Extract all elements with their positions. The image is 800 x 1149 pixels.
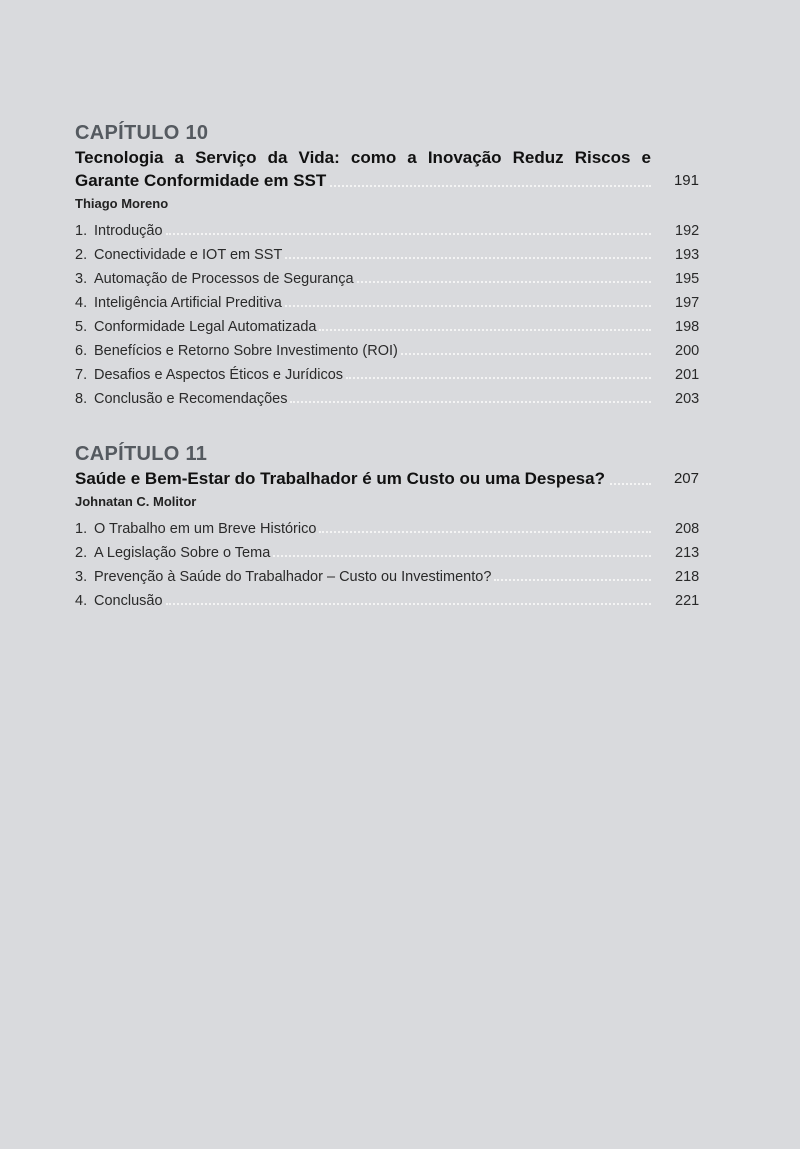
- entry-page-number: 201: [675, 367, 700, 383]
- dot-leader: [273, 555, 651, 557]
- entry-label: Inteligência Artificial Preditiva: [94, 295, 282, 311]
- entry-number: 2.: [75, 545, 88, 561]
- chapter-title[interactable]: Saúde e Bem-Estar do Trabalhador é um Custo ou uma Despesa?: [75, 467, 651, 490]
- entry-number: 1.: [75, 223, 88, 239]
- toc-entry[interactable]: [75, 223, 699, 247]
- dot-leader: [357, 281, 651, 283]
- entry-number: 5.: [75, 319, 88, 335]
- chapter-author: Thiago Moreno: [75, 196, 169, 211]
- entry-page-number: 193: [675, 247, 700, 263]
- toc-entry[interactable]: [75, 545, 699, 569]
- dot-leader: [166, 603, 651, 605]
- entry-number: 4.: [75, 593, 88, 609]
- entry-page-number: 200: [675, 343, 700, 359]
- chapter-label: CAPÍTULO 11: [75, 443, 208, 465]
- entry-page-number: 221: [675, 593, 700, 609]
- toc-entry[interactable]: [75, 569, 699, 593]
- entry-page-number: 197: [675, 295, 700, 311]
- entry-page-number: 208: [675, 521, 700, 537]
- toc-entry[interactable]: [75, 295, 699, 319]
- toc-entry[interactable]: [75, 319, 699, 343]
- chapter-page-number: 207: [673, 470, 699, 487]
- chapter-page-number: 191: [673, 172, 699, 189]
- entry-label: Conectividade e IOT em SST: [94, 247, 283, 263]
- entry-page-number: 198: [675, 319, 700, 335]
- entry-number: 6.: [75, 343, 88, 359]
- chapter-11: [75, 441, 699, 617]
- table-of-contents: [75, 120, 699, 643]
- toc-entry[interactable]: [75, 271, 699, 295]
- chapter-author: Johnatan C. Molitor: [75, 494, 197, 509]
- chapter-10: [75, 120, 699, 415]
- dot-leader: [285, 257, 651, 259]
- dot-leader: [166, 233, 651, 235]
- entry-label: Prevenção à Saúde do Trabalhador – Custo ou Investimento?: [94, 569, 492, 585]
- entry-page-number: 213: [675, 545, 700, 561]
- entry-number: 3.: [75, 271, 88, 287]
- toc-entry[interactable]: [75, 367, 699, 391]
- dot-leader: [494, 579, 651, 581]
- chapter-title-row: [75, 146, 699, 192]
- entry-page-number: 195: [675, 271, 700, 287]
- entry-number: 2.: [75, 247, 88, 263]
- entry-number: 3.: [75, 569, 88, 585]
- entry-label: Benefícios e Retorno Sobre Investimento (ROI): [94, 343, 398, 359]
- entry-label: Introdução: [94, 223, 163, 239]
- dot-leader: [401, 353, 651, 355]
- toc-entry[interactable]: [75, 521, 699, 545]
- dot-leader: [290, 401, 651, 403]
- toc-entry[interactable]: [75, 593, 699, 617]
- chapter-title-row: [75, 467, 699, 490]
- entry-number: 7.: [75, 367, 88, 383]
- dot-leader: [285, 305, 651, 307]
- toc-entry[interactable]: [75, 391, 699, 415]
- entry-page-number: 192: [675, 223, 700, 239]
- dot-leader: [319, 329, 651, 331]
- entry-label: A Legislação Sobre o Tema: [94, 545, 271, 561]
- entry-number: 8.: [75, 391, 88, 407]
- toc-entry[interactable]: [75, 247, 699, 271]
- chapter-label: CAPÍTULO 10: [75, 122, 209, 144]
- entry-number: 1.: [75, 521, 88, 537]
- dot-leader: [346, 377, 651, 379]
- toc-entry[interactable]: [75, 343, 699, 367]
- entry-label: Conclusão: [94, 593, 163, 609]
- entry-label: Conformidade Legal Automatizada: [94, 319, 317, 335]
- entry-label: Automação de Processos de Segurança: [94, 271, 354, 287]
- dot-leader: [319, 531, 651, 533]
- entry-page-number: 218: [675, 569, 700, 585]
- entry-label: Desafios e Aspectos Éticos e Jurídicos: [94, 367, 344, 383]
- entry-page-number: 203: [675, 391, 700, 407]
- chapter-title[interactable]: Tecnologia a Serviço da Vida: como a Inovação Reduz Riscos e Garante Conformidade em SST: [75, 148, 651, 190]
- entry-label: Conclusão e Recomendações: [94, 391, 288, 407]
- entry-label: O Trabalho em um Breve Histórico: [94, 521, 317, 537]
- entry-number: 4.: [75, 295, 88, 311]
